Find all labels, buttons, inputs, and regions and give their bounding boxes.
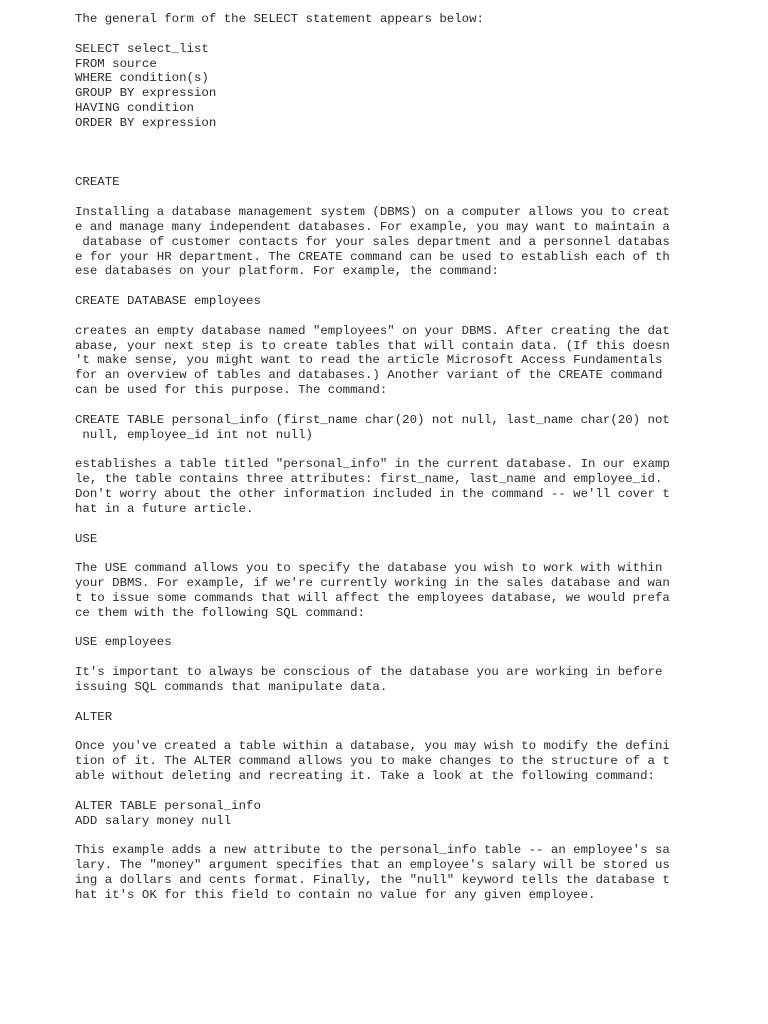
blank-line xyxy=(75,146,765,161)
text-line: for an overview of tables and databases.) Another variant of the CREATE command xyxy=(75,368,663,383)
document-body xyxy=(75,12,765,903)
text-line: USE xyxy=(75,531,98,546)
text-line: ce them with the following SQL command: xyxy=(75,605,365,620)
text-line: t to issue some commands that will affect the employees database, we would prefa xyxy=(75,590,670,605)
text-line: SELECT select_list xyxy=(75,41,209,56)
text-line: It's important to always be conscious of the database you are working in before xyxy=(75,665,663,680)
text-line: establishes a table titled "personal_info" in the current database. In our examp xyxy=(75,457,670,472)
blank-line xyxy=(75,828,765,843)
text-line: tion of it. The ALTER command allows you to make changes to the structure of a t xyxy=(75,754,670,769)
text-line: ALTER xyxy=(75,709,113,724)
text-line: le, the table contains three attributes: first_name, last_name and employee_id. xyxy=(75,472,663,487)
text-line: CREATE TABLE personal_info (first_name char(20) not null, last_name char(20) not xyxy=(75,412,670,427)
text-line: lary. The "money" argument specifies that an employee's salary will be stored us xyxy=(75,858,670,873)
text-line: null, employee_id int not null) xyxy=(75,427,313,442)
text-line: ALTER TABLE personal_info xyxy=(75,798,261,813)
blank-line xyxy=(75,725,765,740)
text-line: e and manage many independent databases. For example, you may want to maintain a xyxy=(75,219,670,234)
blank-line xyxy=(75,442,765,457)
text-line: 't make sense, you might want to read the article Microsoft Access Fundamentals xyxy=(75,353,663,368)
text-line: your DBMS. For example, if we're currently working in the sales database and wan xyxy=(75,576,670,591)
text-line: Don't worry about the other information included in the command -- we'll cover t xyxy=(75,487,670,501)
blank-line xyxy=(75,621,765,636)
text-line: e for your HR department. The CREATE command can be used to establish each of th xyxy=(75,249,670,264)
text-line: able without deleting and recreating it. Take a look at the following command: xyxy=(75,769,655,784)
text-line: CREATE xyxy=(75,175,120,190)
text-line: creates an empty database named "employees" on your DBMS. After creating the dat xyxy=(75,323,670,338)
text-line: USE employees xyxy=(75,635,172,650)
blank-line xyxy=(75,309,765,324)
blank-line xyxy=(75,27,765,42)
text-line: issuing SQL commands that manipulate data. xyxy=(75,679,388,694)
blank-line xyxy=(75,131,765,146)
text-line: FROM source xyxy=(75,56,157,71)
text-line: ADD salary money null xyxy=(75,813,232,828)
blank-line xyxy=(75,398,765,413)
blank-line xyxy=(75,190,765,205)
text-line: ing a dollars and cents format. Finally, the "null" keyword tells the database t xyxy=(75,872,670,887)
blank-line xyxy=(75,546,765,561)
text-line: WHERE condition(s) xyxy=(75,71,209,86)
blank-line xyxy=(75,650,765,665)
text-line: HAVING condition xyxy=(75,101,194,116)
text-line: hat it's OK for this field to contain no value for any given employee. xyxy=(75,887,596,902)
text-line: The general form of the SELECT statement appears below: xyxy=(75,12,484,26)
text-line: can be used for this purpose. The command: xyxy=(75,383,388,398)
blank-line xyxy=(75,279,765,294)
text-line: database of customer contacts for your sales department and a personnel databas xyxy=(75,234,670,249)
blank-line xyxy=(75,784,765,799)
text-line: Once you've created a table within a database, you may wish to modify the defini xyxy=(75,739,670,754)
blank-line xyxy=(75,517,765,532)
text-line: CREATE DATABASE employees xyxy=(75,294,261,309)
text-line: hat in a future article. xyxy=(75,501,254,516)
text-line: GROUP BY expression xyxy=(75,86,217,101)
text-line: abase, your next step is to create tables that will contain data. (If this doesn xyxy=(75,338,670,353)
blank-line xyxy=(75,160,765,175)
text-line: The USE command allows you to specify the database you wish to work with within xyxy=(75,561,663,576)
blank-line xyxy=(75,695,765,710)
text-line: ese databases on your platform. For example, the command: xyxy=(75,264,499,279)
text-line: This example adds a new attribute to the personal_info table -- an employee's sa xyxy=(75,843,670,858)
text-line: Installing a database management system (DBMS) on a computer allows you to creat xyxy=(75,204,670,219)
text-line: ORDER BY expression xyxy=(75,115,217,130)
